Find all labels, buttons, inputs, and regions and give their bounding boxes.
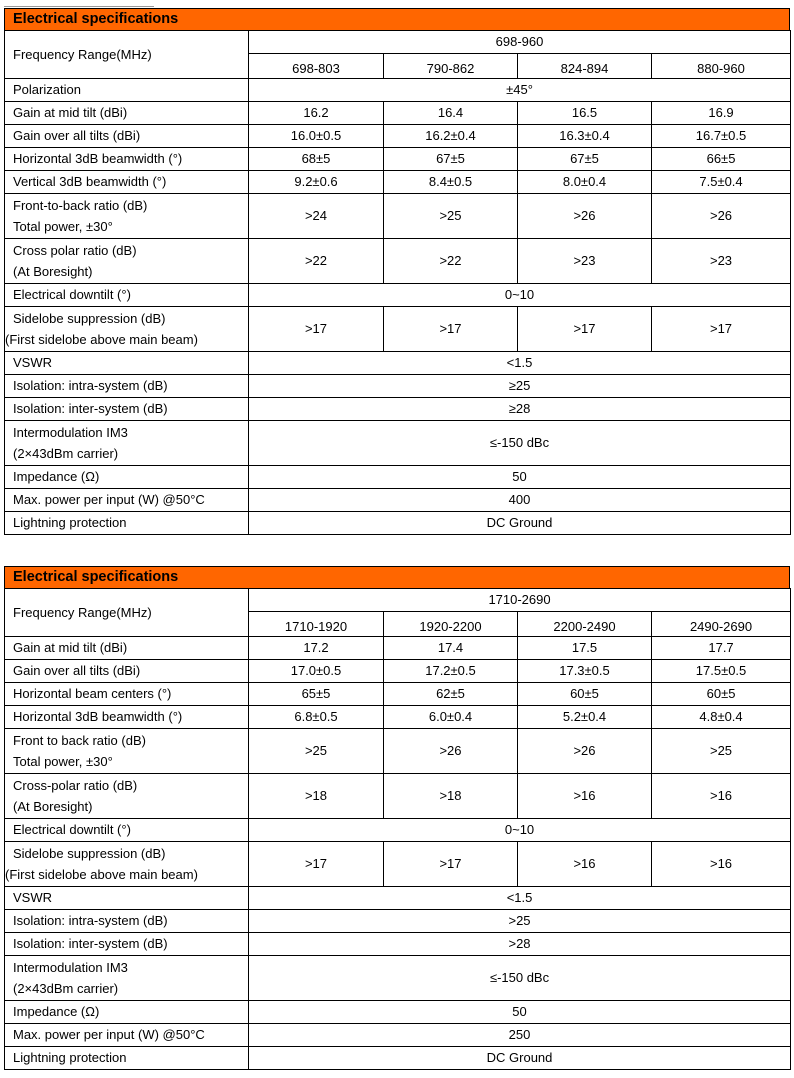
row-label: Gain at mid tilt (dBi) bbox=[5, 637, 249, 660]
cell: 16.9 bbox=[652, 102, 791, 125]
cell: 17.7 bbox=[652, 637, 791, 660]
row-label: Lightning protection bbox=[5, 1047, 249, 1070]
cell: >17 bbox=[384, 842, 518, 887]
cell: 16.3±0.4 bbox=[518, 125, 652, 148]
label-line-2: (First sidelobe above main beam) bbox=[5, 331, 198, 347]
vswr-value: <1.5 bbox=[249, 352, 791, 375]
band-1: 698-803 bbox=[249, 54, 384, 79]
row-label bbox=[5, 307, 249, 352]
cell: 17.2 bbox=[249, 637, 384, 660]
cell: >17 bbox=[652, 307, 791, 352]
isolation-intra-row bbox=[5, 910, 791, 933]
label-line-1: Sidelobe suppression (dB) bbox=[13, 845, 166, 861]
cell: >22 bbox=[384, 239, 518, 284]
row-label: Isolation: inter-system (dB) bbox=[5, 933, 249, 956]
freq-range-total: 1710-2690 bbox=[249, 589, 791, 612]
gain-all-tilts-row bbox=[5, 660, 791, 683]
row-label: Impedance (Ω) bbox=[5, 1001, 249, 1024]
cell: >18 bbox=[249, 774, 384, 819]
gain-all-tilts-row bbox=[5, 125, 791, 148]
row-label: Lightning protection bbox=[5, 512, 249, 535]
cell: 16.5 bbox=[518, 102, 652, 125]
row-label bbox=[5, 842, 249, 887]
row-label: Gain over all tilts (dBi) bbox=[5, 125, 249, 148]
cell: 6.8±0.5 bbox=[249, 706, 384, 729]
horizontal-beamwidth-row bbox=[5, 148, 791, 171]
cell: 62±5 bbox=[384, 683, 518, 706]
band-3: 824-894 bbox=[518, 54, 652, 79]
row-label: Gain over all tilts (dBi) bbox=[5, 660, 249, 683]
isolation-inter-value: >28 bbox=[249, 933, 791, 956]
spec-table-high-band bbox=[4, 588, 791, 1070]
cell: 16.2±0.4 bbox=[384, 125, 518, 148]
row-label: Horizontal beam centers (°) bbox=[5, 683, 249, 706]
horizontal-beamwidth-row bbox=[5, 706, 791, 729]
cell: 67±5 bbox=[384, 148, 518, 171]
cell: >16 bbox=[652, 842, 791, 887]
label-line-2: (First sidelobe above main beam) bbox=[5, 866, 198, 882]
front-to-back-row bbox=[5, 194, 791, 239]
impedance-value: 50 bbox=[249, 1001, 791, 1024]
row-label: Impedance (Ω) bbox=[5, 466, 249, 489]
cell: 7.5±0.4 bbox=[652, 171, 791, 194]
polarization-label: Polarization bbox=[5, 79, 249, 102]
gain-mid-tilt-row bbox=[5, 102, 791, 125]
freq-range-label: Frequency Range(MHz) bbox=[5, 589, 249, 637]
label-line-2: (2×43dBm carrier) bbox=[13, 445, 119, 461]
label-line-1: Front-to-back ratio (dB) bbox=[13, 197, 148, 213]
cell: 8.0±0.4 bbox=[518, 171, 652, 194]
im3-value: ≤-150 dBc bbox=[249, 421, 791, 466]
cell: >16 bbox=[518, 774, 652, 819]
label-line-2: (At Boresight) bbox=[13, 798, 93, 814]
band-3: 2200-2490 bbox=[518, 612, 652, 637]
row-label bbox=[5, 421, 249, 466]
cell: 17.4 bbox=[384, 637, 518, 660]
row-label bbox=[5, 239, 249, 284]
row-label bbox=[5, 774, 249, 819]
row-label: Vertical 3dB beamwidth (°) bbox=[5, 171, 249, 194]
band-4: 880-960 bbox=[652, 54, 791, 79]
cell: >26 bbox=[652, 194, 791, 239]
cross-polar-row bbox=[5, 774, 791, 819]
downtilt-value: 0~10 bbox=[249, 819, 791, 842]
label-line-2: Total power, ±30° bbox=[13, 218, 113, 234]
cell: >17 bbox=[249, 307, 384, 352]
impedance-row bbox=[5, 466, 791, 489]
cell: 9.2±0.6 bbox=[249, 171, 384, 194]
band-2: 790-862 bbox=[384, 54, 518, 79]
row-label: VSWR bbox=[5, 352, 249, 375]
cell: >26 bbox=[384, 729, 518, 774]
cell: >26 bbox=[518, 194, 652, 239]
gain-mid-tilt-row bbox=[5, 637, 791, 660]
cell: >17 bbox=[518, 307, 652, 352]
cell: 17.5 bbox=[518, 637, 652, 660]
lightning-row bbox=[5, 1047, 791, 1070]
label-line-1: Cross polar ratio (dB) bbox=[13, 242, 137, 258]
cell: 8.4±0.5 bbox=[384, 171, 518, 194]
isolation-intra-value: ≥25 bbox=[249, 375, 791, 398]
cell: 67±5 bbox=[518, 148, 652, 171]
freq-range-label: Frequency Range(MHz) bbox=[5, 31, 249, 79]
cell: >23 bbox=[652, 239, 791, 284]
isolation-intra-row bbox=[5, 375, 791, 398]
row-label: Isolation: intra-system (dB) bbox=[5, 910, 249, 933]
cell: >17 bbox=[384, 307, 518, 352]
lightning-row bbox=[5, 512, 791, 535]
cell: 17.0±0.5 bbox=[249, 660, 384, 683]
label-line-1: Cross-polar ratio (dB) bbox=[13, 777, 138, 793]
cell: >25 bbox=[249, 729, 384, 774]
max-power-row bbox=[5, 1024, 791, 1047]
label-line-2: (At Boresight) bbox=[13, 263, 93, 279]
label-line-1: Intermodulation IM3 bbox=[13, 959, 128, 975]
lightning-value: DC Ground bbox=[249, 1047, 791, 1070]
im3-value: ≤-150 dBc bbox=[249, 956, 791, 1001]
cell: 66±5 bbox=[652, 148, 791, 171]
freq-range-row bbox=[5, 31, 791, 54]
cell: 60±5 bbox=[652, 683, 791, 706]
cell: 65±5 bbox=[249, 683, 384, 706]
cell: >18 bbox=[384, 774, 518, 819]
cell: 16.7±0.5 bbox=[652, 125, 791, 148]
cell: 6.0±0.4 bbox=[384, 706, 518, 729]
isolation-inter-value: ≥28 bbox=[249, 398, 791, 421]
max-power-row bbox=[5, 489, 791, 512]
polarization-row bbox=[5, 79, 791, 102]
cell: 60±5 bbox=[518, 683, 652, 706]
vswr-value: <1.5 bbox=[249, 887, 791, 910]
row-label: Gain at mid tilt (dBi) bbox=[5, 102, 249, 125]
downtilt-row bbox=[5, 819, 791, 842]
cell: >16 bbox=[652, 774, 791, 819]
vswr-row bbox=[5, 887, 791, 910]
row-label: Max. power per input (W) @50°C bbox=[5, 489, 249, 512]
row-label: Horizontal 3dB beamwidth (°) bbox=[5, 148, 249, 171]
freq-range-total: 698-960 bbox=[249, 31, 791, 54]
row-label bbox=[5, 956, 249, 1001]
cell: 4.8±0.4 bbox=[652, 706, 791, 729]
cell: >22 bbox=[249, 239, 384, 284]
polarization-value: ±45° bbox=[249, 79, 791, 102]
previous-page-edge bbox=[4, 0, 154, 7]
vswr-row bbox=[5, 352, 791, 375]
row-label: Isolation: inter-system (dB) bbox=[5, 398, 249, 421]
cross-polar-row bbox=[5, 239, 791, 284]
band-1: 1710-1920 bbox=[249, 612, 384, 637]
cell: >24 bbox=[249, 194, 384, 239]
row-label: Electrical downtilt (°) bbox=[5, 284, 249, 307]
cell: 16.0±0.5 bbox=[249, 125, 384, 148]
sidelobe-row bbox=[5, 307, 791, 352]
cell: 16.2 bbox=[249, 102, 384, 125]
sidelobe-row bbox=[5, 842, 791, 887]
section-header: Electrical specifications bbox=[4, 8, 790, 30]
cell: >23 bbox=[518, 239, 652, 284]
downtilt-value: 0~10 bbox=[249, 284, 791, 307]
im3-row bbox=[5, 421, 791, 466]
row-label: Horizontal 3dB beamwidth (°) bbox=[5, 706, 249, 729]
label-line-2: (2×43dBm carrier) bbox=[13, 980, 119, 996]
horizontal-beam-centers-row bbox=[5, 683, 791, 706]
cell: >17 bbox=[249, 842, 384, 887]
cell: >26 bbox=[518, 729, 652, 774]
label-line-1: Sidelobe suppression (dB) bbox=[13, 310, 166, 326]
label-line-1: Intermodulation IM3 bbox=[13, 424, 128, 440]
spec-section-high-band bbox=[4, 566, 790, 1070]
cell: 16.4 bbox=[384, 102, 518, 125]
downtilt-row bbox=[5, 284, 791, 307]
cell: 17.5±0.5 bbox=[652, 660, 791, 683]
row-label: Electrical downtilt (°) bbox=[5, 819, 249, 842]
label-line-2: Total power, ±30° bbox=[13, 753, 113, 769]
row-label bbox=[5, 729, 249, 774]
isolation-inter-row bbox=[5, 398, 791, 421]
row-label: Max. power per input (W) @50°C bbox=[5, 1024, 249, 1047]
band-2: 1920-2200 bbox=[384, 612, 518, 637]
max-power-value: 400 bbox=[249, 489, 791, 512]
cell: 17.3±0.5 bbox=[518, 660, 652, 683]
cell: >25 bbox=[652, 729, 791, 774]
isolation-intra-value: >25 bbox=[249, 910, 791, 933]
max-power-value: 250 bbox=[249, 1024, 791, 1047]
spec-section-low-band bbox=[4, 8, 790, 535]
impedance-value: 50 bbox=[249, 466, 791, 489]
cell: >25 bbox=[384, 194, 518, 239]
cell: >16 bbox=[518, 842, 652, 887]
cell: 68±5 bbox=[249, 148, 384, 171]
vertical-beamwidth-row bbox=[5, 171, 791, 194]
lightning-value: DC Ground bbox=[249, 512, 791, 535]
row-label: VSWR bbox=[5, 887, 249, 910]
label-line-1: Front to back ratio (dB) bbox=[13, 732, 146, 748]
section-header: Electrical specifications bbox=[4, 566, 790, 588]
im3-row bbox=[5, 956, 791, 1001]
freq-range-row bbox=[5, 589, 791, 612]
row-label: Isolation: intra-system (dB) bbox=[5, 375, 249, 398]
cell: 17.2±0.5 bbox=[384, 660, 518, 683]
row-label bbox=[5, 194, 249, 239]
front-to-back-row bbox=[5, 729, 791, 774]
isolation-inter-row bbox=[5, 933, 791, 956]
band-4: 2490-2690 bbox=[652, 612, 791, 637]
impedance-row bbox=[5, 1001, 791, 1024]
cell: 5.2±0.4 bbox=[518, 706, 652, 729]
spec-table-low-band bbox=[4, 30, 791, 535]
